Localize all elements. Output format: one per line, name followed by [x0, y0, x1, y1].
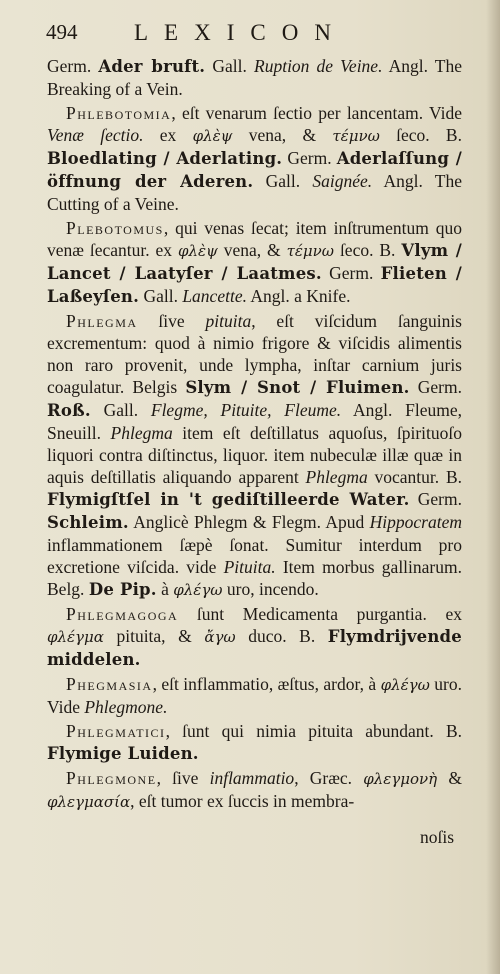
headword: Phlegmagoga	[66, 604, 179, 624]
text-run: Angl. The Cutting of a Veine.	[47, 171, 462, 214]
italic-text: Flegme, Pituite, Fleume.	[150, 400, 342, 420]
text-run: Germ.	[409, 377, 462, 397]
page-bottom-margin	[0, 874, 500, 974]
page-edge-shadow	[486, 0, 500, 974]
headword: Plebotomus	[66, 218, 164, 238]
text-run: , eſt inflammatio, æſtus, ardor, à	[152, 674, 381, 694]
text-run: Gall.	[90, 400, 151, 420]
greek-word: τέμνω	[286, 242, 335, 260]
text-run: , Græc.	[294, 768, 364, 788]
page-number: 494	[46, 20, 78, 44]
greek-word: φλέγω	[380, 676, 430, 694]
text-run: , eſt viſcidum ſanguinis excrementum: quod à nimio frigore & viſcidis alimentis non raro provenit, unde lympha, inſtar carnium juris coagulatur. Belgis	[47, 311, 462, 397]
text-run: inflammationem ſæpè ſonat. Sumitur interdum pro excretione viſcida. vide	[47, 535, 462, 577]
italic-text: Pituita.	[223, 557, 276, 577]
greek-word: φλὲψ	[192, 127, 233, 145]
italic-text: Phlegma	[305, 467, 368, 487]
running-title: LEXICON	[134, 20, 347, 45]
text-run: &	[437, 768, 462, 788]
entry-continuation	[47, 55, 462, 100]
fraktur-term: Roß.	[47, 401, 91, 420]
page-header	[46, 20, 446, 50]
fraktur-term: De Pip.	[88, 580, 157, 599]
fraktur-term: Flymdrijvende middelen.	[47, 627, 462, 669]
italic-text: Saignée.	[312, 171, 373, 191]
text-run: vena, &	[217, 240, 287, 260]
text-run: , eſt venarum ſectio per lancentam. Vide	[171, 103, 462, 123]
dictionary-text	[47, 55, 462, 813]
entry-phlegmone	[47, 767, 462, 813]
italic-text: Venæ ſectio.	[47, 125, 144, 145]
greek-word: φλέγμα	[47, 628, 104, 646]
text-run: Germ.	[47, 56, 99, 76]
text-run: à	[156, 579, 174, 599]
fraktur-term: Schleim.	[47, 513, 129, 532]
entry-phlebotomia	[47, 102, 462, 215]
italic-text: Ruption de Veine.	[254, 56, 383, 76]
greek-word: ἄγω	[204, 628, 236, 646]
greek-word: φλὲψ	[177, 242, 218, 260]
headword: Phegmasia	[66, 674, 153, 694]
italic-text: pituita	[205, 311, 252, 331]
text-run: Angl. The Breaking of a Vein.	[47, 56, 462, 99]
greek-word: φλέγω	[173, 581, 223, 599]
italic-text: Hippocratem	[369, 512, 462, 532]
text-run: pituita, &	[103, 626, 205, 646]
text-run: Germ.	[321, 263, 381, 283]
text-run: ſunt Medicamenta purgantia. ex	[178, 604, 462, 624]
text-run: Angl. a Knife.	[246, 286, 351, 306]
fraktur-term: Ader bruft.	[98, 57, 206, 76]
text-run: , ſive	[156, 768, 210, 788]
text-run: Anglicè Phlegm & Flegm. Apud	[128, 512, 370, 532]
text-run: duco. B.	[235, 626, 328, 646]
fraktur-term: Flymige Luiden.	[47, 744, 199, 763]
entry-phlegmagoga	[47, 603, 462, 671]
fraktur-term: Flieten / Laßeyſen.	[47, 264, 462, 306]
text-run: Gall.	[205, 56, 255, 76]
fraktur-term: Vlym / Lancet / Laatyſer / Laatmes.	[47, 241, 462, 283]
text-run: Gall.	[253, 171, 313, 191]
fraktur-term: Slym / Snot / Fluimen.	[185, 378, 410, 397]
headword: Phlegma	[66, 311, 138, 331]
text-run: Gall.	[139, 286, 183, 306]
fraktur-term: Bloedlating / Aderlating.	[47, 149, 283, 168]
text-run: uro. Vide	[47, 674, 463, 717]
text-run: ſeco. B.	[334, 240, 402, 260]
text-run: Item morbus gallinarum. Belg.	[47, 557, 462, 599]
entry-phlegmatici	[47, 720, 462, 765]
text-run: , ſunt qui nimia pituita abundant. B.	[165, 721, 462, 741]
text-run: vocantur. B.	[367, 467, 462, 487]
entry-plebotomus	[47, 217, 462, 308]
headword: Phlegmatici	[66, 721, 166, 741]
text-run: Germ.	[282, 148, 337, 168]
text-run: Angl. Fleume, Sneuill.	[47, 400, 462, 443]
italic-text: inflammatio	[209, 768, 295, 788]
italic-text: Phlegmone.	[84, 697, 168, 717]
entry-phlegma	[47, 310, 462, 601]
fraktur-term: Flymigſtſel in 't gediſtilleerde Water.	[47, 490, 410, 509]
text-run: , eſt tumor ex ſuccis in membra‑	[130, 791, 355, 811]
headword: Phlebotomia	[66, 103, 172, 123]
catchword: noſis	[420, 827, 455, 847]
italic-text: Phlegma	[110, 423, 173, 443]
text-run: uro, incendo.	[222, 579, 319, 599]
headword: Phlegmone	[66, 768, 157, 788]
text-run: item eſt deſtillatus aquoſus, ſpirituoſo liquori contra diſtinctus, liquor. item nubeculæ illæ quæ in aquis deſtillatis aliquando apparent	[47, 423, 462, 487]
greek-word: τέμνω	[332, 127, 380, 145]
text-run: Germ.	[409, 489, 462, 509]
entry-phegmasia	[47, 673, 462, 718]
text-run: ex	[143, 125, 193, 145]
greek-word: φλεγμονὴ	[363, 770, 438, 788]
text-run: , qui venas ſecat; item inſtrumentum quo venæ ſecantur. ex	[47, 218, 462, 260]
text-run: ſive	[137, 311, 206, 331]
text-run: vena, &	[232, 125, 333, 145]
greek-word: φλεγμασία	[47, 793, 131, 811]
text-run: ſeco. B.	[379, 125, 462, 145]
italic-text: Lancette.	[182, 286, 247, 306]
fraktur-term: Aderlaſſung / öffnung der Aderen.	[47, 149, 462, 191]
